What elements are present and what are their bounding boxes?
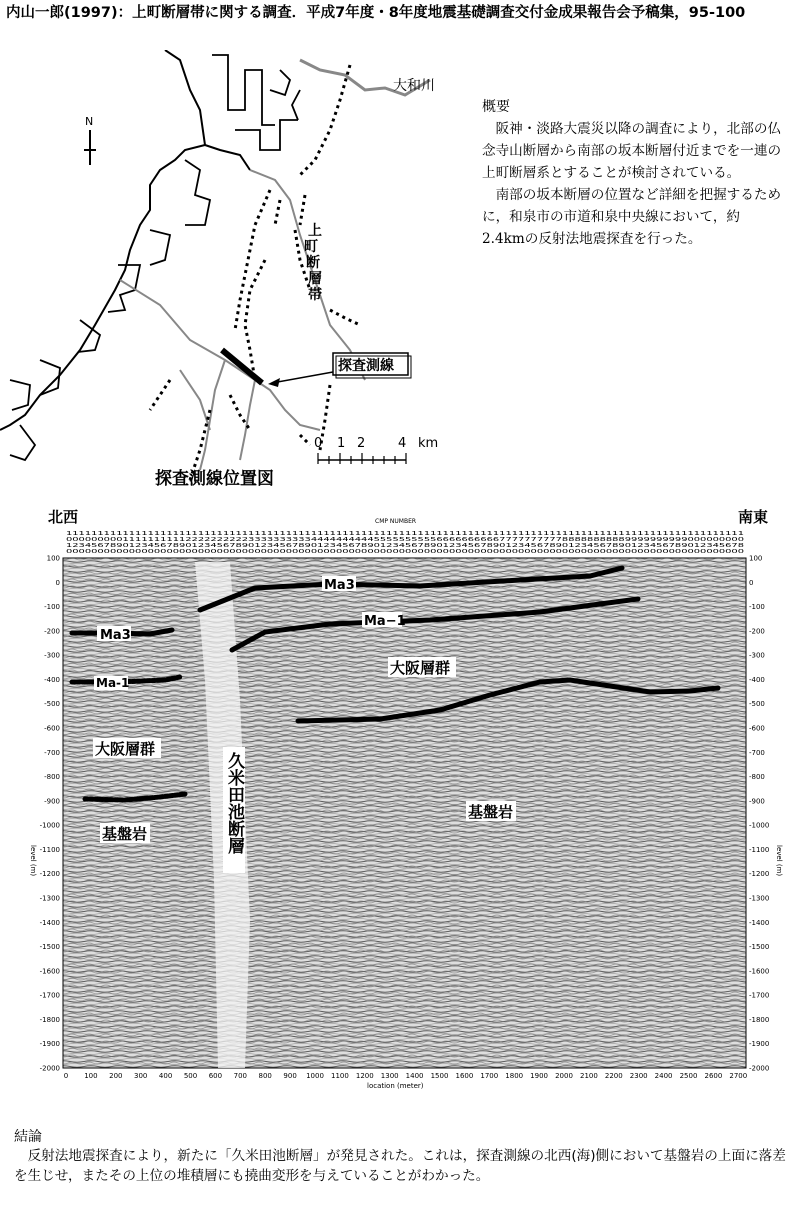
x-tick-label: 900 — [283, 1072, 297, 1080]
y-tick-label: -1800 — [39, 1015, 60, 1024]
x-tick-label: 700 — [233, 1072, 247, 1080]
y-tick-label: -300 — [749, 651, 765, 660]
x-tick-label: 500 — [183, 1072, 198, 1080]
x-tick-label: 1300 — [380, 1072, 399, 1080]
cmp-number-row: 123456789012345678901234567890123456789012345678901234567890123456789012345678901234567890123456789012345678 — [66, 543, 744, 549]
x-ticks — [64, 1072, 747, 1080]
y-tick-label: -1600 — [39, 967, 60, 976]
y-tick-label: -100 — [749, 603, 765, 612]
y-tick-label: -900 — [44, 797, 60, 806]
north-label: N — [85, 115, 94, 128]
y-tick-label: -1200 — [39, 870, 60, 879]
conclusion-body: 反射法地震探査により，新たに「久米田池断層」が発見された。これは，探査測線の北西(海)側において基盤岩の上面に落差を生じせ，またその上位の堆積層にも撓曲変形を与えていることがわかった。 — [14, 1148, 786, 1184]
y-ticks-right — [749, 555, 769, 1073]
y-tick-label: -500 — [749, 700, 765, 709]
x-tick-label: 100 — [84, 1072, 98, 1080]
y-tick-label: -700 — [44, 748, 60, 757]
x-tick-label: 1100 — [330, 1072, 349, 1080]
scale-bar — [314, 436, 438, 464]
basement-label: 基盤岩 — [102, 825, 148, 843]
scale-unit: km — [418, 436, 439, 451]
y-tick-label: -2000 — [749, 1064, 770, 1073]
x-tick-label: 2400 — [654, 1072, 673, 1080]
y-tick-label: 0 — [749, 578, 754, 587]
y-tick-label: -900 — [749, 797, 765, 806]
survey-line-callout — [268, 353, 411, 387]
osaka-group-label: 大阪層群 — [95, 740, 156, 758]
x-tick-label: 200 — [109, 1072, 123, 1080]
y-tick-label: -1100 — [39, 845, 60, 854]
x-tick-label: 1000 — [306, 1072, 324, 1080]
citation: 内山一郎(1997)：上町断層帯に関する調査．平成7年度・8年度地震基礎調査交付金成果報告会予稿集，95-100 — [6, 5, 746, 21]
y-axis-title: level (m) — [29, 845, 37, 877]
y-tick-label: -700 — [749, 748, 765, 757]
ma1-label: Ma−1 — [364, 614, 406, 629]
y-tick-label: -1600 — [749, 967, 770, 976]
y-tick-label: -100 — [44, 603, 60, 612]
x-tick-label: 1800 — [505, 1072, 524, 1080]
y-tick-label: -1700 — [39, 991, 60, 1000]
basement-label: 基盤岩 — [468, 803, 514, 821]
y-tick-label: -300 — [44, 651, 60, 660]
scale-tick-label: 2 — [357, 436, 366, 451]
ma1-label: Ma-1 — [96, 676, 130, 690]
y-tick-label: -1800 — [749, 1015, 770, 1024]
scale-tick-label: 0 — [314, 436, 323, 451]
cmp-number-row: 000000000000000000000000000000000000000000000000000000000000000000000000000000000000000000000000000000000000 — [66, 549, 744, 555]
y-tick-label: 100 — [749, 554, 763, 563]
x-tick-label: 2500 — [679, 1072, 698, 1080]
y-tick-label: -1300 — [749, 894, 770, 903]
y-tick-label: -1000 — [39, 821, 60, 830]
y-tick-label: -1700 — [749, 991, 770, 1000]
conclusion-heading: 結論 — [14, 1129, 42, 1145]
y-tick-label: -1400 — [749, 918, 770, 927]
north-arrow — [84, 115, 96, 165]
y-tick-label: -600 — [749, 724, 765, 733]
y-tick-label: -1200 — [749, 870, 770, 879]
y-tick-label: -1400 — [39, 918, 60, 927]
river-label: 大和川 — [393, 78, 435, 94]
section-right-label: 南東 — [738, 508, 769, 526]
y-tick-label: -800 — [44, 773, 60, 782]
cmp-number-row: 111111111111111111111111111111111111111111111111111111111111111111111111111111111111111111111111111111111111 — [66, 531, 744, 537]
y-tick-label: -500 — [44, 700, 60, 709]
survey-line — [222, 350, 262, 383]
x-tick-label: 2100 — [579, 1072, 598, 1080]
y-ticks-left — [40, 555, 60, 1073]
coastline — [0, 50, 250, 430]
survey-line-label: 探査測線 — [338, 358, 394, 374]
x-tick-label: 1500 — [430, 1072, 449, 1080]
abstract-heading: 概要 — [482, 99, 510, 115]
y-tick-label: -400 — [44, 675, 60, 684]
y-tick-label: -2000 — [39, 1064, 60, 1073]
x-axis-title: location (meter) — [367, 1082, 424, 1090]
y-tick-label: -1500 — [749, 943, 770, 952]
x-tick-label: 600 — [208, 1072, 223, 1080]
scale-tick-label: 4 — [398, 436, 407, 451]
rivers — [120, 170, 365, 470]
x-tick-label: 1900 — [530, 1072, 549, 1080]
ma3-label: Ma3 — [100, 628, 131, 643]
y-tick-label: -800 — [749, 773, 765, 782]
y-tick-label: -1300 — [39, 894, 60, 903]
y-tick-label: -1900 — [749, 1040, 770, 1049]
y-tick-label: -600 — [44, 724, 60, 733]
faults — [150, 65, 360, 480]
x-tick-label: 1600 — [455, 1072, 474, 1080]
y-tick-label: 100 — [46, 554, 60, 563]
x-tick-label: 2200 — [604, 1072, 623, 1080]
x-tick-label: 1700 — [480, 1072, 499, 1080]
cmp-number-row: 000000000111111111122222222223333333333444444444455555555556666666666777777777788888888889999999999000000000 — [66, 537, 744, 543]
y-tick-label: 0 — [55, 578, 60, 587]
y-tick-label: -1100 — [749, 845, 770, 854]
x-tick-label: 2000 — [555, 1072, 573, 1080]
y-axis-title: level (m) — [775, 845, 783, 877]
y-tick-label: -400 — [749, 675, 765, 684]
fault-zone-label: 上 町 断 層 帯 — [304, 223, 322, 303]
fault-name-text: 久米田池断層 — [224, 752, 244, 854]
location-map — [0, 50, 470, 495]
x-tick-label: 300 — [134, 1072, 148, 1080]
x-tick-label: 1200 — [355, 1072, 374, 1080]
x-tick-label: 0 — [63, 1072, 69, 1080]
x-tick-label: 2300 — [629, 1072, 648, 1080]
abstract-body — [482, 118, 782, 250]
harbor-structures — [10, 55, 300, 460]
seismic-section — [0, 500, 796, 1125]
osaka-group-label: 大阪層群 — [390, 659, 451, 677]
y-tick-label: -1900 — [39, 1040, 60, 1049]
ma3-label: Ma3 — [324, 578, 355, 593]
x-tick-label: 2600 — [704, 1072, 723, 1080]
x-tick-label: 2700 — [729, 1072, 748, 1080]
y-tick-label: -200 — [749, 627, 765, 636]
cmp-title: CMP NUMBER — [375, 518, 417, 525]
section-left-label: 北西 — [48, 508, 79, 526]
x-tick-label: 1400 — [405, 1072, 424, 1080]
abstract-paragraph: 南部の坂本断層の位置など詳細を把握するために，和泉市の市道和泉中央線において，約2.4kmの反射法地震探査を行った。 — [482, 187, 782, 247]
abstract-paragraph: 阪神・淡路大震災以降の調査により，北部の仏念寺山断層から南部の坂本断層付近までを一連の上町断層系とすることが検討されている。 — [482, 121, 782, 181]
y-tick-label: -1000 — [749, 821, 770, 830]
y-tick-label: -1500 — [39, 943, 60, 952]
y-tick-label: -200 — [44, 627, 60, 636]
map-caption: 探査測線位置図 — [155, 469, 274, 489]
fault-name-label — [223, 747, 245, 873]
x-tick-label: 800 — [258, 1072, 272, 1080]
x-tick-label: 400 — [158, 1072, 173, 1080]
scale-tick-label: 1 — [337, 436, 346, 451]
